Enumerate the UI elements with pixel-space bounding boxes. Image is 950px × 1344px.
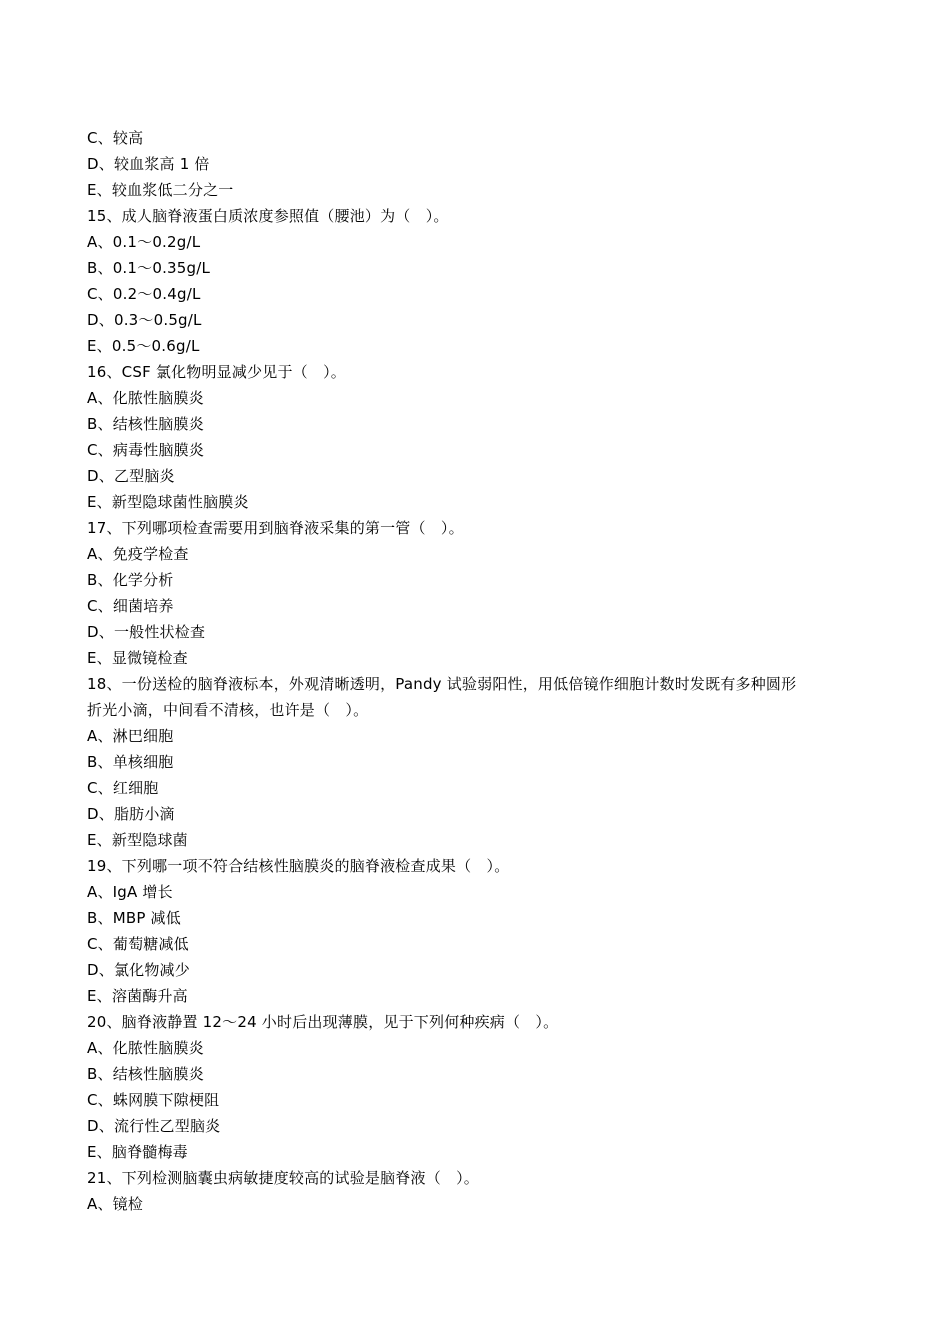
option-line: D、乙型脑炎 xyxy=(87,467,175,485)
option-line: C、细菌培养 xyxy=(87,597,174,615)
option-line: D、脂肪小滴 xyxy=(87,805,175,823)
document-body xyxy=(87,125,877,1217)
option-line: C、蛛网膜下隙梗阻 xyxy=(87,1091,220,1109)
option-line: B、0.1～0.35g/L xyxy=(87,259,211,277)
option-line: C、葡萄糖减低 xyxy=(87,935,189,953)
option-line: D、氯化物减少 xyxy=(87,961,190,979)
option-line: C、病毒性脑膜炎 xyxy=(87,441,205,459)
option-line: B、化学分析 xyxy=(87,571,174,589)
option-line: A、0.1～0.2g/L xyxy=(87,233,201,251)
option-line: A、IgA 增长 xyxy=(87,883,173,901)
option-line: E、新型隐球菌 xyxy=(87,831,188,849)
option-line: E、脑脊髓梅毒 xyxy=(87,1143,188,1161)
option-line: A、免疫学检查 xyxy=(87,545,189,563)
option-line: E、显微镜检查 xyxy=(87,649,188,667)
option-line: E、较血浆低二分之一 xyxy=(87,181,234,199)
option-line: C、0.2～0.4g/L xyxy=(87,285,201,303)
option-line: D、0.3～0.5g/L xyxy=(87,311,202,329)
option-line: C、红细胞 xyxy=(87,779,159,797)
option-line: D、流行性乙型脑炎 xyxy=(87,1117,221,1135)
question-line: 21、下列检测脑囊虫病敏捷度较高的试验是脑脊液（ ）。 xyxy=(87,1169,479,1187)
question-line: 20、脑脊液静置 12～24 小时后出现薄膜，见于下列何种疾病（ ）。 xyxy=(87,1013,559,1031)
option-line: E、新型隐球菌性脑膜炎 xyxy=(87,493,249,511)
question-line-continued: 折光小滴，中间看不清核，也许是（ ）。 xyxy=(87,701,369,719)
option-line: A、化脓性脑膜炎 xyxy=(87,389,204,407)
option-line: A、镜检 xyxy=(87,1195,144,1213)
option-line: B、MBP 减低 xyxy=(87,909,181,927)
option-line: B、结核性脑膜炎 xyxy=(87,1065,204,1083)
option-line: D、较血浆高 1 倍 xyxy=(87,155,210,173)
question-line: 19、下列哪一项不符合结核性脑膜炎的脑脊液检查成果（ ）。 xyxy=(87,857,510,875)
option-line: E、0.5～0.6g/L xyxy=(87,337,200,355)
option-line: A、淋巴细胞 xyxy=(87,727,174,745)
option-line: E、溶菌酶升高 xyxy=(87,987,188,1005)
option-line: B、结核性脑膜炎 xyxy=(87,415,204,433)
question-line: 16、CSF 氯化物明显减少见于（ ）。 xyxy=(87,363,346,381)
question-line: 17、下列哪项检查需要用到脑脊液采集的第一管（ ）。 xyxy=(87,519,464,537)
option-line: C、较高 xyxy=(87,129,144,147)
option-line: A、化脓性脑膜炎 xyxy=(87,1039,204,1057)
option-line: D、一般性状检查 xyxy=(87,623,206,641)
option-line: B、单核细胞 xyxy=(87,753,174,771)
question-line: 18、一份送检的脑脊液标本，外观清晰透明，Pandy 试验弱阳性，用低倍镜作细胞计数时发既有多种圆形 xyxy=(87,675,797,693)
question-line: 15、成人脑脊液蛋白质浓度参照值（腰池）为（ ）。 xyxy=(87,207,449,225)
